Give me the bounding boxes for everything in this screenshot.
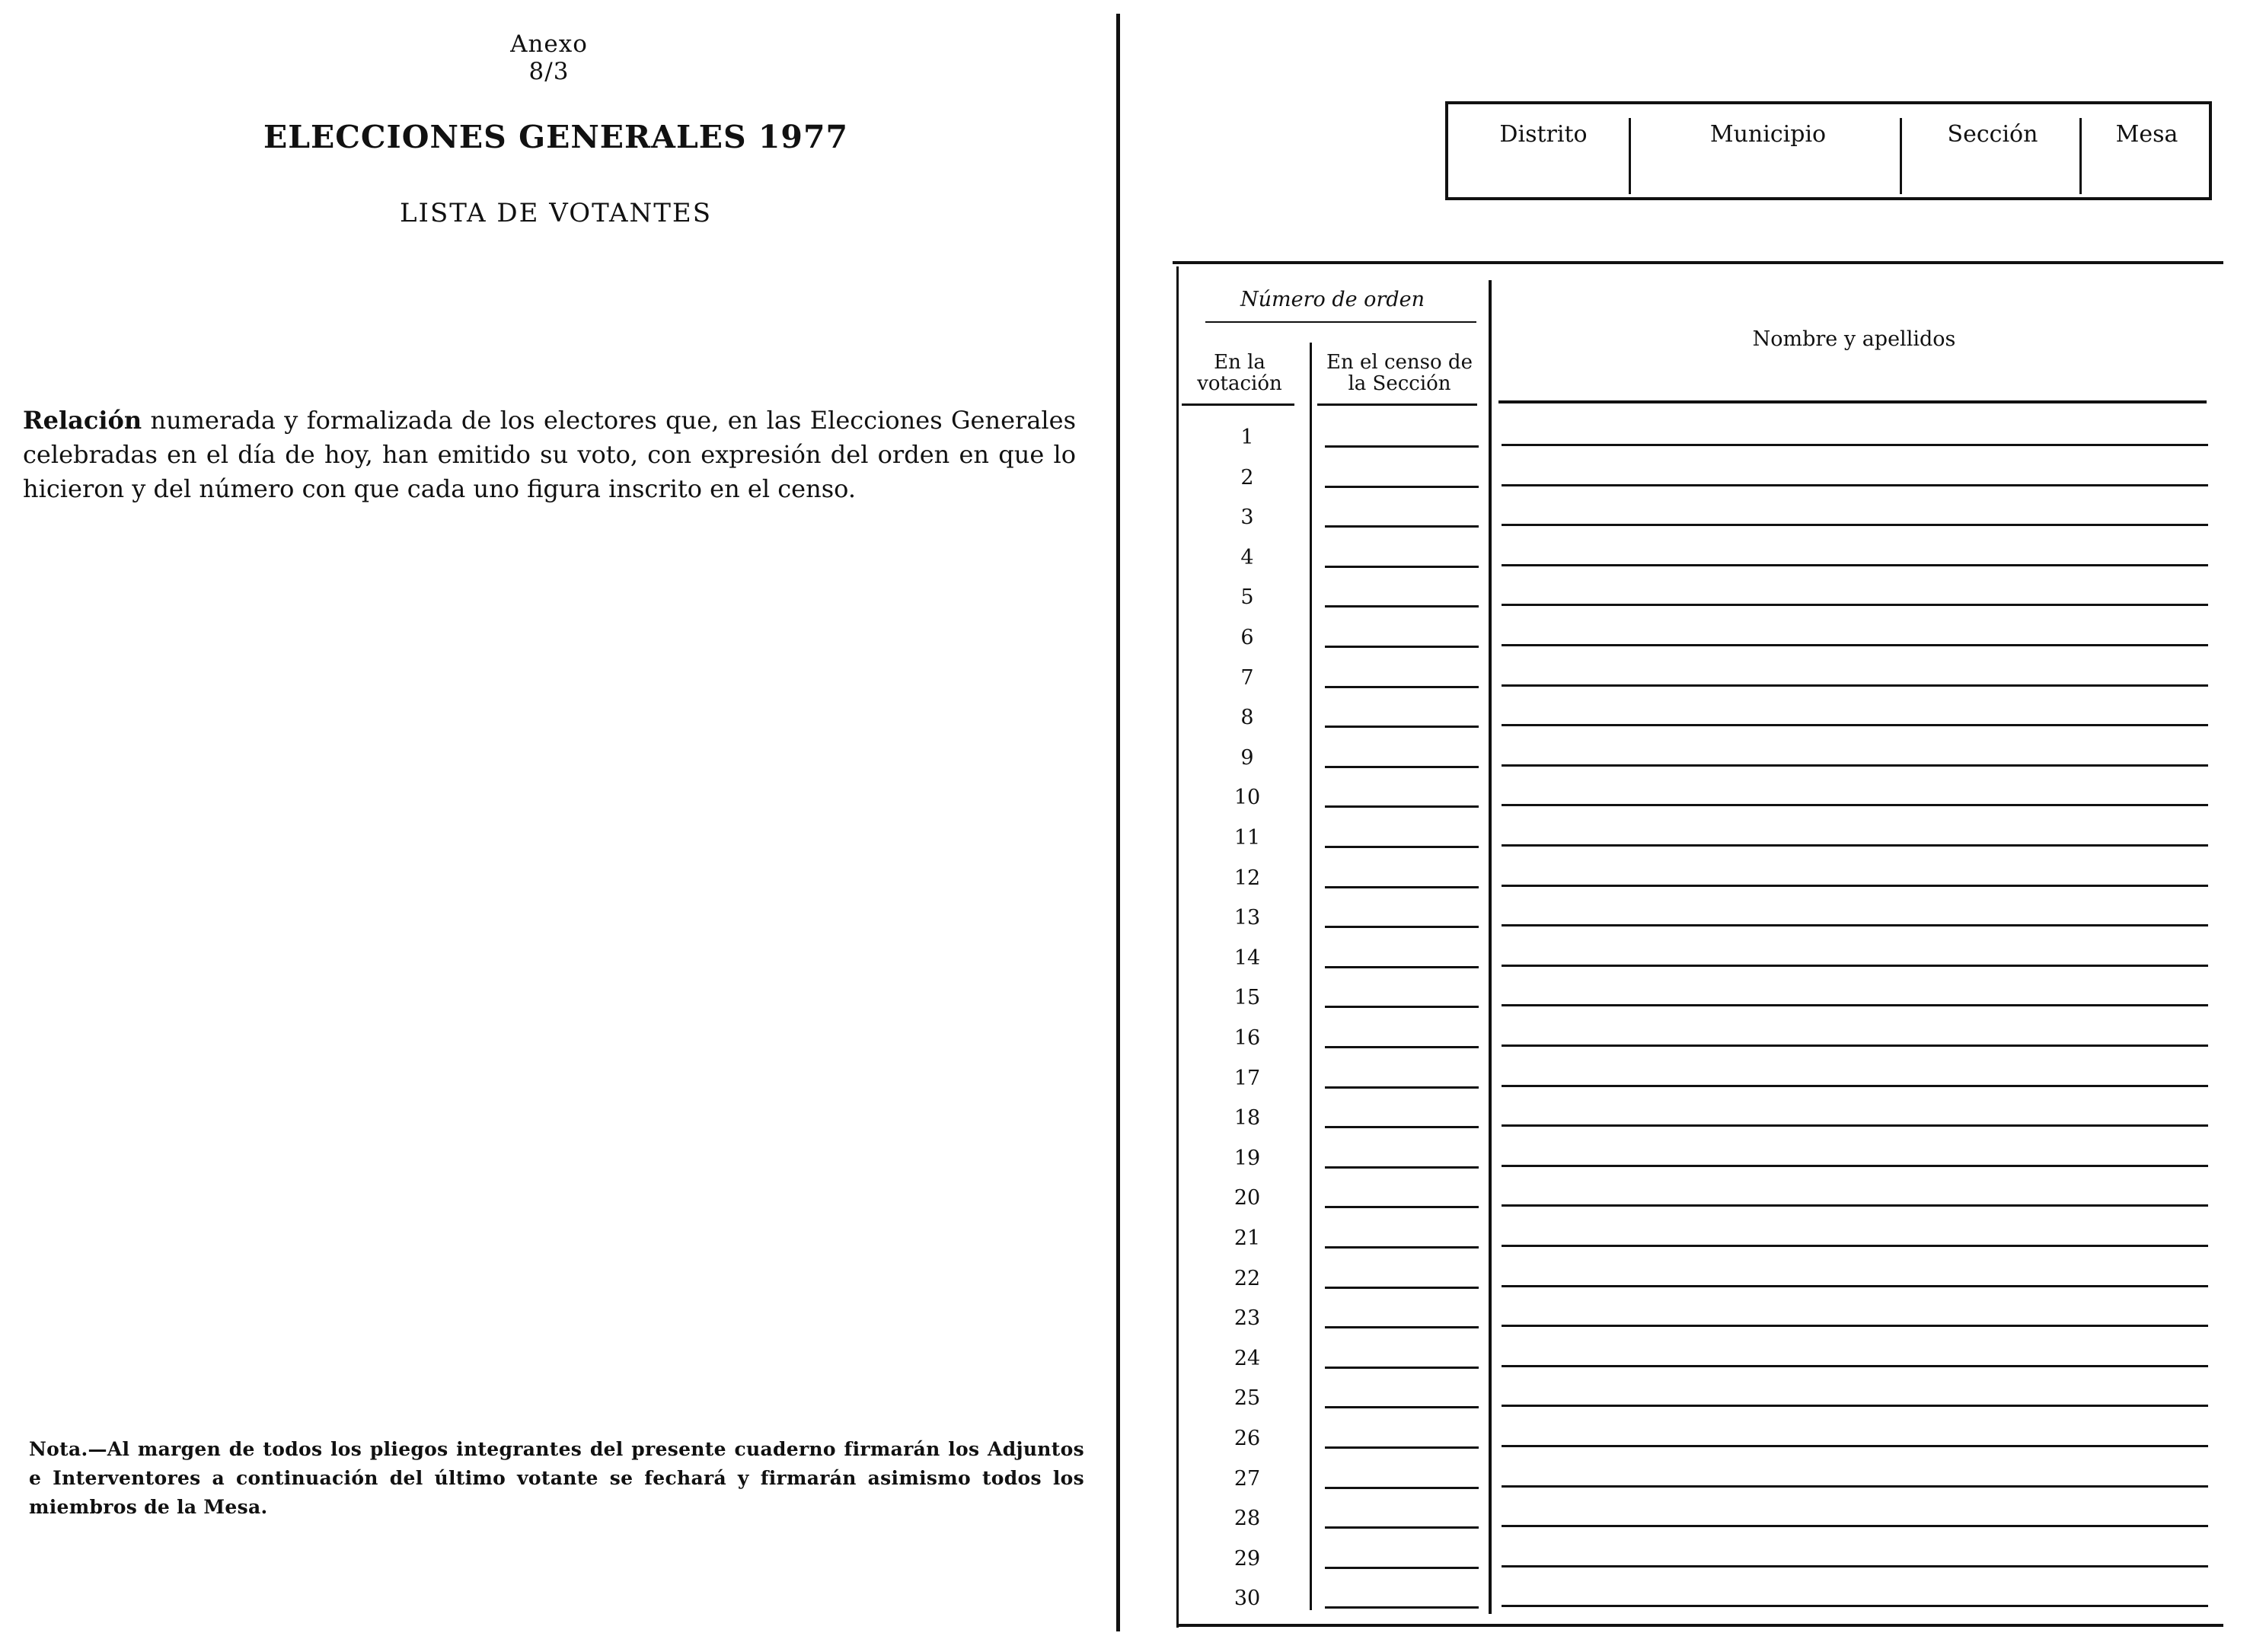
row-number: 9 <box>1240 746 1254 770</box>
row-number: 27 <box>1234 1467 1261 1491</box>
nombre-entry-line[interactable] <box>1502 484 2208 486</box>
censo-entry-line[interactable] <box>1325 805 1479 808</box>
nombre-entry-line[interactable] <box>1502 804 2208 806</box>
nombre-entry-line[interactable] <box>1502 764 2208 767</box>
row-number: 26 <box>1234 1427 1261 1450</box>
header-rule <box>1182 403 1294 406</box>
censo-entry-line[interactable] <box>1325 1166 1479 1169</box>
annex-label: Anexo 8/3 <box>510 30 588 85</box>
intro-body: numerada y formalizada de los electores que, en las Elecciones Generales celebradas en el día de hoy, han emitido su voto, con expresión del orden en que lo hicieron y del número con que cada uno figura inscrito en el censo. <box>23 406 1076 503</box>
nombre-entry-line[interactable] <box>1502 1204 2208 1207</box>
header-separator <box>1629 118 1631 194</box>
nombre-entry-line[interactable] <box>1502 1004 2208 1006</box>
censo-entry-line[interactable] <box>1325 1367 1479 1369</box>
row-number: 6 <box>1240 626 1254 649</box>
nombre-entry-line[interactable] <box>1502 684 2208 687</box>
row-number: 12 <box>1234 866 1261 890</box>
row-number: 10 <box>1234 786 1261 809</box>
censo-entry-line[interactable] <box>1325 846 1479 848</box>
censo-entry-line[interactable] <box>1325 1526 1479 1529</box>
row-number: 23 <box>1234 1306 1261 1330</box>
row-number: 7 <box>1240 666 1254 690</box>
municipio-field[interactable]: Municipio <box>1709 121 1827 148</box>
row-number: 5 <box>1240 585 1254 609</box>
table-bottom-border <box>1176 1624 2223 1627</box>
nombre-entry-line[interactable] <box>1502 1245 2208 1247</box>
nombre-entry-line[interactable] <box>1502 524 2208 526</box>
row-number: 14 <box>1234 946 1261 970</box>
nombre-entry-line[interactable] <box>1502 444 2208 446</box>
row-number: 11 <box>1234 826 1261 850</box>
intro-lead: Relación <box>23 406 142 435</box>
censo-entry-line[interactable] <box>1325 445 1479 448</box>
censo-entry-line[interactable] <box>1325 1246 1479 1249</box>
censo-entry-line[interactable] <box>1325 1446 1479 1449</box>
page-title: ELECCIONES GENERALES 1977 <box>263 119 849 155</box>
header-rule <box>1205 321 1476 323</box>
censo-entry-line[interactable] <box>1325 605 1479 608</box>
row-number: 25 <box>1234 1386 1261 1410</box>
nombre-entry-line[interactable] <box>1502 1044 2208 1047</box>
row-number: 24 <box>1234 1347 1261 1370</box>
nombre-entry-line[interactable] <box>1502 1445 2208 1447</box>
nombre-entry-line[interactable] <box>1502 1285 2208 1287</box>
footnote: Nota.—Al margen de todos los pliegos integrantes del presente cuaderno firmarán los Adjuntos e Interventores a continuación del último votante se fechará y firmarán asimismo todos los miembros de la Mesa. <box>29 1438 1084 1518</box>
nombre-entry-line[interactable] <box>1502 1165 2208 1167</box>
row-number: 2 <box>1240 466 1254 490</box>
nombre-entry-line[interactable] <box>1502 1485 2208 1488</box>
censo-entry-line[interactable] <box>1325 1406 1479 1408</box>
censo-entry-line[interactable] <box>1325 926 1479 928</box>
seccion-field[interactable]: Sección <box>1947 121 2038 148</box>
nombre-entry-line[interactable] <box>1502 1124 2208 1127</box>
header-separator <box>1900 118 1902 194</box>
nombre-entry-line[interactable] <box>1502 965 2208 967</box>
page-subtitle: LISTA DE VOTANTES <box>399 198 713 228</box>
censo-entry-line[interactable] <box>1325 886 1479 888</box>
nombre-entry-line[interactable] <box>1502 885 2208 887</box>
nombre-entry-line[interactable] <box>1502 1565 2208 1567</box>
page-divider <box>1116 14 1120 1631</box>
nombre-entry-line[interactable] <box>1502 844 2208 847</box>
row-number: 3 <box>1240 505 1254 529</box>
censo-entry-line[interactable] <box>1325 1126 1479 1128</box>
censo-entry-line[interactable] <box>1325 1046 1479 1048</box>
censo-entry-line[interactable] <box>1325 1006 1479 1008</box>
censo-entry-line[interactable] <box>1325 525 1479 528</box>
censo-entry-line[interactable] <box>1325 1206 1479 1208</box>
table-left-border <box>1176 266 1179 1628</box>
censo-entry-line[interactable] <box>1325 1287 1479 1289</box>
en-la-votacion-header: En la votación <box>1197 351 1282 395</box>
row-number: 16 <box>1234 1026 1261 1050</box>
censo-entry-line[interactable] <box>1325 966 1479 968</box>
nombre-entry-line[interactable] <box>1502 604 2208 606</box>
nombre-entry-line[interactable] <box>1502 564 2208 566</box>
distrito-field[interactable]: Distrito <box>1499 121 1588 148</box>
row-number: 20 <box>1234 1186 1261 1210</box>
censo-entry-line[interactable] <box>1325 1086 1479 1089</box>
censo-entry-line[interactable] <box>1325 726 1479 728</box>
row-number: 13 <box>1234 906 1261 930</box>
row-number: 15 <box>1234 986 1261 1009</box>
nombre-entry-line[interactable] <box>1502 1525 2208 1527</box>
row-number: 22 <box>1234 1267 1261 1290</box>
en-el-censo-header: En el censo de la Sección <box>1326 351 1473 395</box>
row-number: 4 <box>1240 546 1254 569</box>
censo-entry-line[interactable] <box>1325 1326 1479 1328</box>
header-rule <box>1317 403 1477 406</box>
column-separator <box>1310 343 1312 1610</box>
nombre-entry-line[interactable] <box>1502 1085 2208 1087</box>
censo-entry-line[interactable] <box>1325 566 1479 568</box>
row-number: 21 <box>1234 1226 1261 1250</box>
censo-entry-line[interactable] <box>1325 486 1479 488</box>
row-number: 8 <box>1240 706 1254 729</box>
row-number: 29 <box>1234 1547 1261 1571</box>
nombre-entry-line[interactable] <box>1502 1605 2208 1607</box>
nombre-entry-line[interactable] <box>1502 1365 2208 1367</box>
nombre-entry-line[interactable] <box>1502 724 2208 726</box>
nombre-y-apellidos-header: Nombre y apellidos <box>1752 327 1956 351</box>
nombre-entry-line[interactable] <box>1502 644 2208 646</box>
column-separator <box>1489 280 1492 1614</box>
censo-entry-line[interactable] <box>1325 1567 1479 1569</box>
row-number: 18 <box>1234 1106 1261 1130</box>
nombre-entry-line[interactable] <box>1502 924 2208 926</box>
location-header-box <box>1445 101 2212 200</box>
row-number: 30 <box>1234 1587 1261 1610</box>
censo-entry-line[interactable] <box>1325 1606 1479 1609</box>
header-rule <box>1498 400 2207 403</box>
nombre-entry-line[interactable] <box>1502 1405 2208 1407</box>
row-number: 1 <box>1240 426 1254 449</box>
censo-entry-line[interactable] <box>1325 686 1479 688</box>
censo-entry-line[interactable] <box>1325 646 1479 648</box>
row-number: 28 <box>1234 1507 1261 1530</box>
mesa-field[interactable]: Mesa <box>2115 121 2178 148</box>
censo-entry-line[interactable] <box>1325 1487 1479 1489</box>
table-top-border <box>1173 261 2223 264</box>
row-number: 17 <box>1234 1067 1261 1090</box>
header-separator <box>2079 118 2082 194</box>
nombre-entry-line[interactable] <box>1502 1325 2208 1327</box>
row-number: 19 <box>1234 1147 1261 1170</box>
numero-de-orden-header: Número de orden <box>1240 288 1425 311</box>
censo-entry-line[interactable] <box>1325 766 1479 768</box>
intro-paragraph <box>23 403 1076 506</box>
